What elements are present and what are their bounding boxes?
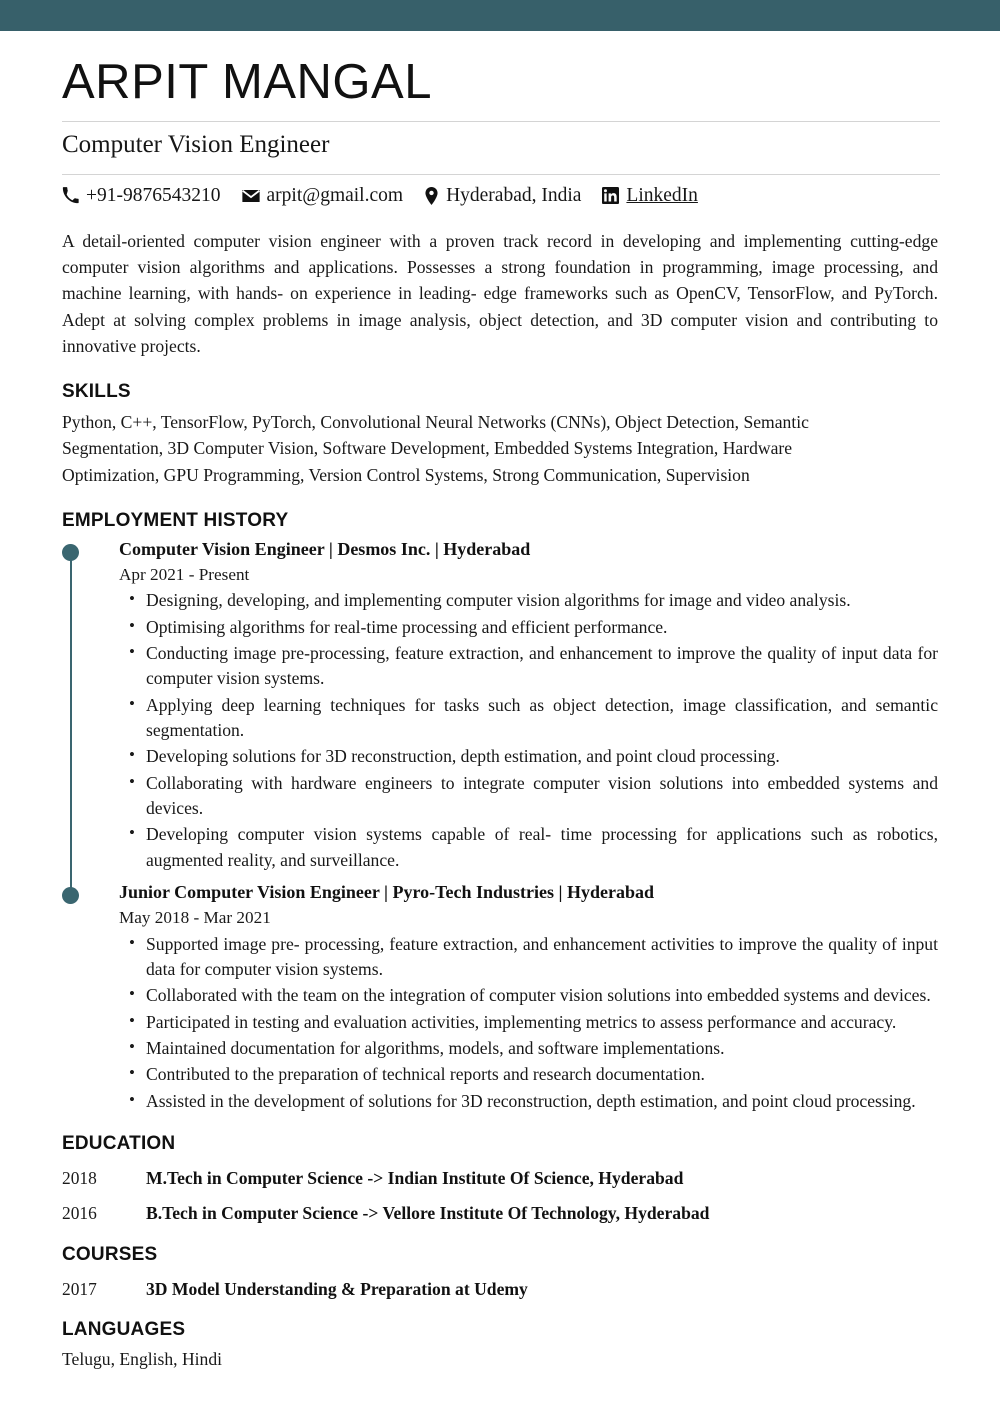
education-row: [62, 1202, 938, 1225]
section-heading-courses: COURSES: [62, 1243, 158, 1265]
list-item: • Conducting image pre-processing, feature extraction, and enhancement to improve the quality of input data for computer vision systems.: [146, 641, 938, 692]
envelope-icon: [242, 187, 260, 205]
languages-list: Telugu, English, Hindi: [62, 1349, 223, 1370]
contact-linkedin[interactable]: [602, 183, 697, 208]
contact-email: [242, 183, 404, 208]
education-year: 2016: [62, 1202, 97, 1223]
contact-linkedin-label[interactable]: LinkedIn: [626, 185, 698, 207]
section-heading-languages: LANGUAGES: [62, 1319, 186, 1341]
contact-location-label: Hyderabad, India: [446, 185, 582, 207]
list-item: • Collaborated with the team on the integration of computer vision solutions into embedded systems and devices.: [146, 983, 938, 1008]
employment-date: May 2018 - Mar 2021: [119, 908, 271, 928]
course-year: 2017: [62, 1278, 97, 1299]
job-headline: Computer Vision Engineer: [62, 131, 330, 158]
employment-title: Junior Computer Vision Engineer | Pyro-Tech Industries | Hyderabad: [119, 881, 654, 902]
contact-email-label: arpit@gmail.com: [266, 185, 404, 207]
timeline-line: [70, 558, 72, 901]
contact-phone: [62, 183, 221, 208]
timeline-dot: [62, 887, 79, 904]
section-heading-employment: EMPLOYMENT HISTORY: [62, 509, 289, 531]
location-pin-icon: [424, 187, 439, 205]
resume-page: [0, 31, 1000, 1373]
list-item: • Designing, developing, and implementing computer vision algorithms for image and video analysis.: [146, 588, 938, 613]
list-item: • Applying deep learning techniques for tasks such as object detection, image classification, and semantic segmentation.: [146, 693, 938, 744]
employment-entry: [119, 881, 938, 1114]
employment-bullets: [119, 932, 938, 1114]
linkedin-icon: [602, 187, 619, 204]
section-heading-education: EDUCATION: [62, 1132, 176, 1154]
contact-location: [424, 183, 581, 208]
phone-icon: [62, 187, 79, 204]
section-heading-skills: SKILLS: [62, 380, 131, 402]
list-item: • Assisted in the development of solutions for 3D reconstruction, depth estimation, and point cloud processing.: [146, 1089, 938, 1114]
list-item: • Maintained documentation for algorithms, models, and software implementations.: [146, 1036, 938, 1061]
education-row: [62, 1167, 938, 1190]
course-detail: 3D Model Understanding & Preparation at Udemy: [146, 1278, 528, 1299]
page-title: ARPIT MANGAL: [62, 55, 432, 109]
list-item: • Supported image pre- processing, feature extraction, and enhancement activities to improve the quality of input data for computer vision systems.: [146, 932, 938, 983]
education-detail: B.Tech in Computer Science -> Vellore Institute Of Technology, Hyderabad: [146, 1202, 710, 1223]
list-item: • Optimising algorithms for real-time processing and efficient performance.: [146, 615, 938, 640]
list-item: • Developing computer vision systems capable of real- time processing for applications such as robotics, augmented reality, and surveillance.: [146, 822, 938, 873]
skills-list: Python, C++, TensorFlow, PyTorch, Convolutional Neural Networks (CNNs), Object Detection, Semantic Segmentation, 3D Computer Vision, Software Development, Embedded Systems Integration, Hardware Optimization, GPU Programming, Version Control Systems, Strong Communication, Supervision: [62, 411, 809, 486]
list-item: • Collaborating with hardware engineers to integrate computer vision solutions into embedded systems and devices.: [146, 771, 938, 822]
divider-below-headline: [62, 174, 940, 175]
list-item: • Contributed to the preparation of technical reports and research documentation.: [146, 1062, 938, 1087]
employment-timeline: [62, 538, 938, 1114]
divider-above-headline: [62, 121, 940, 122]
employment-entry: [119, 538, 938, 873]
employment-date: Apr 2021 - Present: [119, 565, 250, 585]
employment-title: Computer Vision Engineer | Desmos Inc. | Hyderabad: [119, 538, 531, 559]
education-year: 2018: [62, 1167, 97, 1188]
list-item: • Participated in testing and evaluation activities, implementing metrics to assess performance and accuracy.: [146, 1010, 938, 1035]
course-row: [62, 1278, 938, 1301]
top-accent-bar: [0, 0, 1000, 31]
contact-row: [62, 183, 938, 208]
contact-phone-label: +91-9876543210: [86, 185, 221, 207]
education-detail: M.Tech in Computer Science -> Indian Institute Of Science, Hyderabad: [146, 1167, 684, 1188]
professional-summary: A detail-oriented computer vision engineer with a proven track record in developing and implementing cutting-edge computer vision algorithms and applications. Possesses a strong foundation in programming, image processing, and machine learning, with hands- on experience in leading- edge frameworks such as OpenCV, TensorFlow, and PyTorch. Adept at solving complex problems in image analysis, object detection, and 3D computer vision and contributing to innovative projects.: [62, 230, 938, 357]
list-item: • Developing solutions for 3D reconstruction, depth estimation, and point cloud processing.: [146, 744, 938, 769]
employment-bullets: [119, 588, 938, 873]
